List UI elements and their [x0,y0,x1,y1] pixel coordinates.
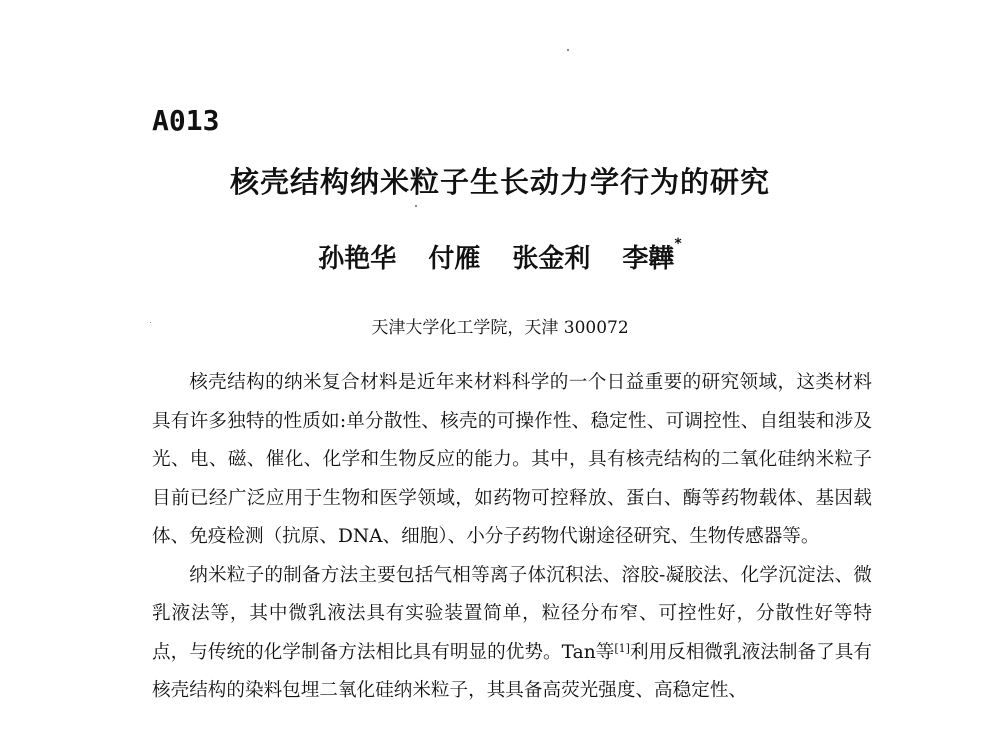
author-name-text: 付雁 [428,244,481,274]
author-list [0,238,1000,275]
author-name [512,238,590,275]
paragraph-2-part-1: 纳米粒子的制备方法主要包括气相等离子体沉积法、溶胶-凝胶法、化学沉淀法、微乳液法等，其中微乳液法具有实验装置简单，粒径分布窄、可控性好，分散性好等特点，与传统的化学制备方法相比具有明显的优势。Tan等 [152,564,872,663]
author-name [428,238,480,275]
paper-title: 核壳结构纳米粒子生长动力学行为的研究 [229,165,770,199]
scan-speck [567,49,569,51]
paragraph-2 [152,557,872,711]
author-name-text: 孙艳华 [318,244,397,274]
author-name [318,238,396,275]
corresponding-author-mark: * [674,236,682,252]
paper-code: A013 [152,104,220,137]
author-name-text: 张金利 [512,244,591,274]
citation-ref: [1] [614,641,630,655]
paragraph-1: 核壳结构的纳米复合材料是近年来材料科学的一个日益重要的研究领域，这类材料具有许多独特的性质如:单分散性、核壳的可操作性、稳定性、可调控性、自组装和涉及光、电、磁、催化、化学和生物反应的能力。其中，具有核壳结构的二氧化硅纳米粒子目前已经广泛应用于生物和医学领域，如药物可控释放、蛋白、酶等药物载体、基因载体、免疫检测（抗原、DNA、细胞）、小分子药物代谢途径研究、生物传感器等。 [152,372,872,547]
paragraph-2-part-2: 利用反相微乳液法制备了具有核壳结构的染料包埋二氧化硅纳米粒子，其具备高荧光强度、高稳定性、 [152,641,872,701]
corresponding-author-name [622,238,681,275]
author-name-text: 李韡 [622,244,675,274]
affiliation: 天津大学化工学院，天津 300072 [371,318,629,338]
body-text [152,364,872,711]
scan-speck [415,205,417,207]
